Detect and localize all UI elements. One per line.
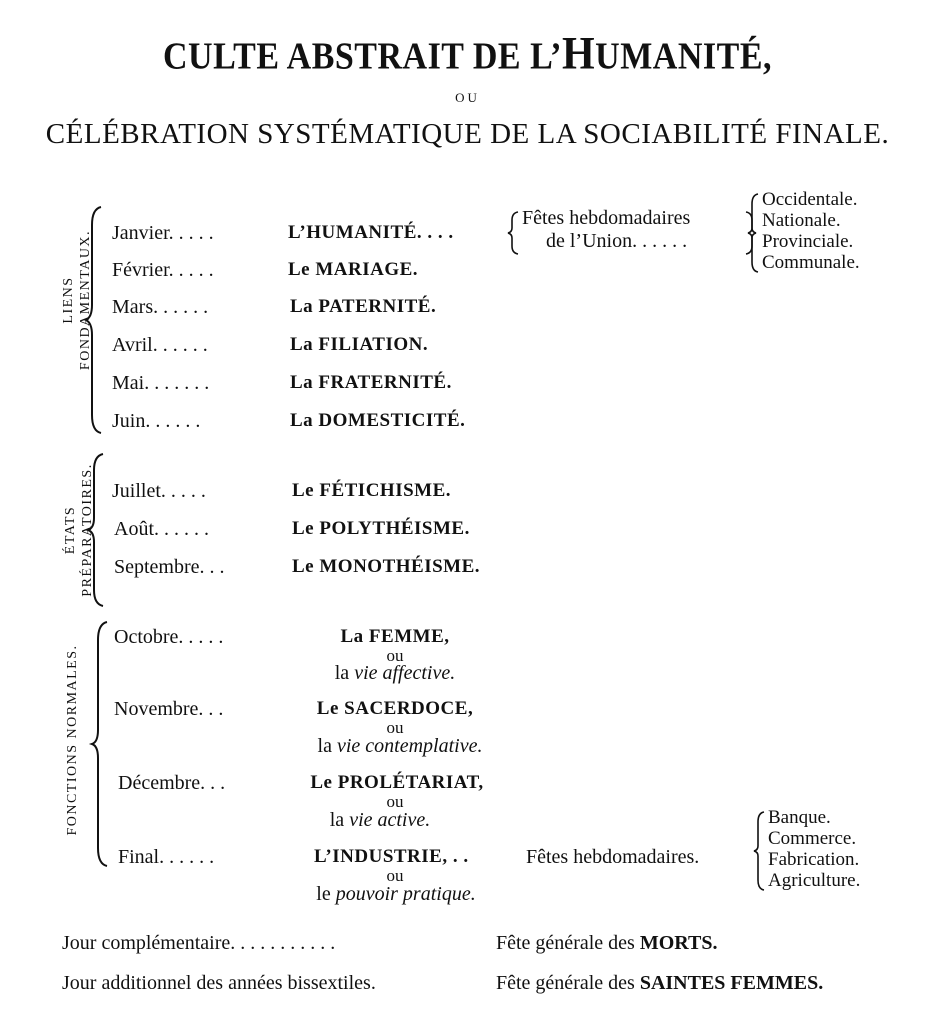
cult-juillet: Le FÉTICHISME. <box>292 480 452 501</box>
month-janvier: Janvier. . . . . <box>112 222 214 244</box>
sub-pre: la <box>317 735 337 757</box>
footer-row-1-left: Jour complémentaire. . . . . . . . . . . <box>62 932 336 954</box>
final-list-item: Commerce. <box>768 828 857 849</box>
cult-avril: La FILIATION. <box>290 334 429 355</box>
month-septembre: Septembre. . . <box>114 556 225 578</box>
footer-row-2-right <box>496 972 823 995</box>
month-decembre: Décembre. . . <box>118 772 226 794</box>
sub-italic: vie affective. <box>354 662 456 684</box>
month-novembre: Novembre. . . <box>114 698 224 720</box>
cult-janvier: L’HUMANITÉ. . . . <box>288 222 454 243</box>
sub-pre: la <box>329 809 350 831</box>
final-note: Fêtes hebdomadaires. <box>526 846 700 868</box>
group-label-line: FONDAMENTAUX. <box>78 229 93 371</box>
cult-mai: La FRATERNITÉ. <box>290 372 452 393</box>
cult-fevrier: Le MARIAGE. <box>288 259 419 280</box>
ou-novembre: ou <box>386 718 404 737</box>
title-part: UMANITÉ, <box>595 36 772 78</box>
group-label-line: LIENS <box>61 276 76 324</box>
union-list-item: Provinciale. <box>762 231 854 252</box>
union-list-item: Nationale. <box>762 210 841 231</box>
final-list-item: Banque. <box>768 807 831 828</box>
footer-text: Fête générale des <box>496 972 640 994</box>
sub-italic: vie active. <box>349 809 431 831</box>
cult-final: L’INDUSTRIE, . . <box>314 846 469 867</box>
month-octobre: Octobre. . . . . <box>114 626 224 648</box>
union-list <box>762 189 860 273</box>
ou-octobre: ou <box>386 646 404 665</box>
brace-union-right <box>748 192 760 274</box>
sub-pre: le <box>316 883 336 905</box>
sub-italic: pouvoir pratique. <box>335 883 476 905</box>
brace-fonctions <box>92 620 112 868</box>
union-note-line1: Fêtes hebdomadaires <box>522 207 691 229</box>
brace-etats <box>88 452 108 608</box>
group-label-line: ÉTATS <box>63 505 78 555</box>
page-subtitle: CÉLÉBRATION SYSTÉMATIQUE DE LA SOCIABILITÉ FINALE. <box>45 118 890 150</box>
final-list <box>768 807 860 891</box>
cult-mars: La PATERNITÉ. <box>290 296 437 317</box>
month-mars: Mars. . . . . . <box>112 296 209 318</box>
sub-italic: vie contemplative. <box>336 735 483 757</box>
month-aout: Août. . . . . . <box>114 518 209 540</box>
footer-text: Fête générale des <box>496 932 640 954</box>
ou-final: ou <box>386 866 404 885</box>
title-ou: OU <box>455 90 480 105</box>
group-label-fonctions: FONCTIONS NORMALES. <box>65 644 80 836</box>
footer-bold: SAINTES FEMMES. <box>639 972 824 994</box>
final-list-item: Agriculture. <box>768 870 861 891</box>
union-list-item: Communale. <box>762 252 860 273</box>
month-juin: Juin. . . . . . <box>112 410 201 432</box>
cult-novembre: Le SACERDOCE, <box>316 698 474 719</box>
footer-bold: MORTS. <box>639 932 718 954</box>
cult-octobre: La FEMME, <box>340 626 450 647</box>
page-title <box>0 27 935 81</box>
sub-octobre <box>265 662 525 685</box>
month-juillet: Juillet. . . . . <box>112 480 206 502</box>
month-fevrier: Février. . . . . <box>112 259 214 281</box>
title-part: CULTE ABSTRAIT DE L’ <box>163 36 562 78</box>
sub-novembre <box>270 735 530 758</box>
footer-row-1-right <box>496 932 717 955</box>
sub-pre: la <box>334 662 355 684</box>
group-label-line: PRÉPARATOIRES. <box>80 463 95 597</box>
sub-final <box>266 883 526 906</box>
union-list-item: Occidentale. <box>762 189 858 210</box>
cult-septembre: Le MONOTHÉISME. <box>292 556 481 577</box>
footer-row-2-left: Jour additionnel des années bissextiles. <box>62 972 376 994</box>
cult-decembre: Le PROLÉTARIAT, <box>310 772 484 793</box>
cult-aout: Le POLYTHÉISME. <box>292 518 470 539</box>
union-note-line2: de l’Union. . . . . . <box>546 230 688 252</box>
cult-juin: La DOMESTICITÉ. <box>290 410 466 431</box>
brace-union-left <box>508 210 520 256</box>
month-final: Final. . . . . . <box>118 846 215 868</box>
month-avril: Avril. . . . . . <box>112 334 208 356</box>
brace-final <box>754 810 766 892</box>
sub-decembre <box>250 809 510 832</box>
final-list-item: Fabrication. <box>768 849 860 870</box>
brace-liens <box>86 205 106 435</box>
ou-decembre: ou <box>386 792 404 811</box>
title-initial: H <box>561 28 596 80</box>
month-mai: Mai. . . . . . . <box>112 372 210 394</box>
